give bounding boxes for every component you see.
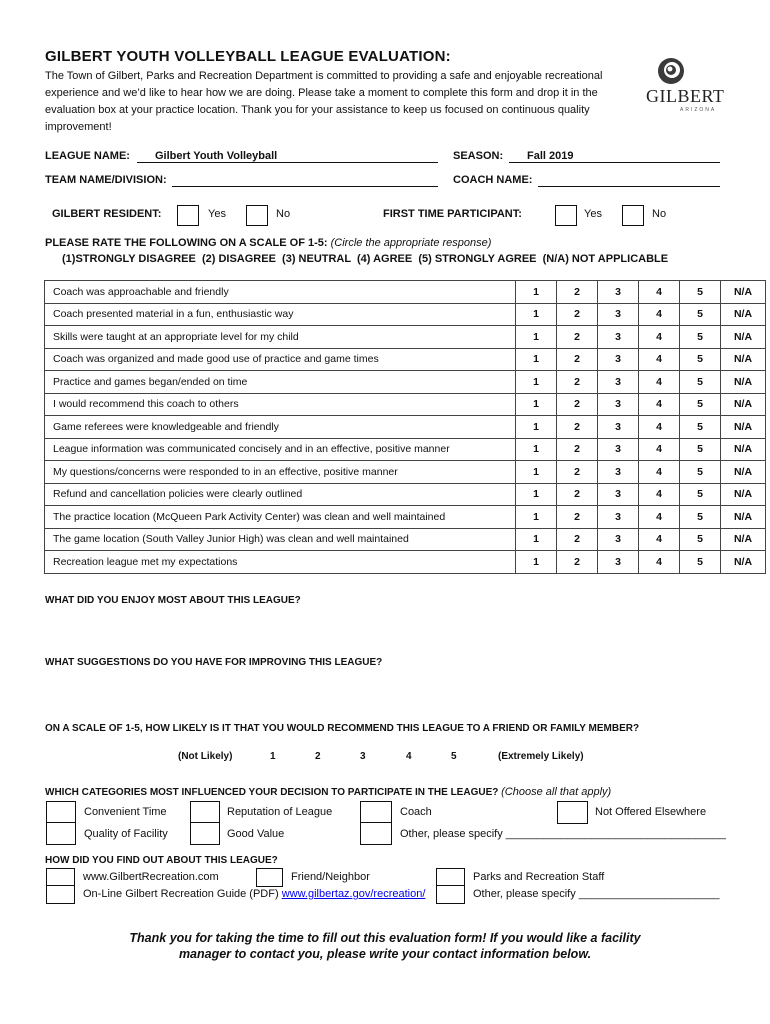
rating-option[interactable]: 1 — [516, 348, 557, 371]
enjoy-question: WHAT DID YOU ENJOY MOST ABOUT THIS LEAGUE? — [45, 595, 301, 606]
rating-row — [45, 371, 766, 394]
rating-option[interactable]: N/A — [721, 438, 766, 461]
rating-option[interactable]: 4 — [639, 326, 680, 349]
resident-yes-label: Yes — [208, 208, 226, 220]
first-time-yes-checkbox[interactable] — [555, 205, 577, 226]
guide-label — [83, 888, 425, 900]
convenient-time-checkbox[interactable] — [46, 801, 76, 824]
coach-checkbox[interactable] — [360, 801, 392, 824]
rating-option[interactable]: N/A — [721, 393, 766, 416]
reputation-checkbox[interactable] — [190, 801, 220, 824]
first-time-no-checkbox[interactable] — [622, 205, 644, 226]
rating-option[interactable]: 2 — [557, 506, 598, 529]
rating-option[interactable]: 1 — [516, 551, 557, 574]
rating-option[interactable]: N/A — [721, 416, 766, 439]
rating-heading-text: PLEASE RATE THE FOLLOWING ON A SCALE OF 1-5: — [45, 237, 328, 249]
rating-option[interactable]: 1 — [516, 461, 557, 484]
recreation-link[interactable]: www.gilbertaz.gov/recreation/ — [281, 888, 426, 900]
rating-option[interactable]: 4 — [639, 281, 680, 304]
first-time-no-label: No — [652, 208, 667, 220]
rating-option[interactable]: 4 — [639, 393, 680, 416]
rating-option[interactable]: 2 — [557, 348, 598, 371]
rating-statement: The game location (South Valley Junior High) was clean and well maintained — [45, 528, 516, 551]
rating-option[interactable]: 1 — [516, 528, 557, 551]
team-name-field[interactable] — [172, 186, 438, 187]
friend-label: Friend/Neighbor — [291, 871, 370, 883]
rating-scale-legend: (1)STRONGLY DISAGREE (2) DISAGREE (3) NEUTRAL (4) AGREE (5) STRONGLY AGREE (N/A) NOT APPLICABLE — [62, 253, 669, 265]
rating-option[interactable]: N/A — [721, 281, 766, 304]
not-offered-elsewhere-label: Not Offered Elsewhere — [595, 806, 707, 818]
rating-option[interactable]: 5 — [680, 326, 721, 349]
rating-option[interactable]: 3 — [598, 461, 639, 484]
season-line — [509, 162, 720, 163]
rating-option[interactable]: 3 — [598, 348, 639, 371]
gilbert-logo-icon — [654, 56, 688, 86]
not-offered-elsewhere-checkbox[interactable] — [557, 801, 588, 824]
quality-of-facility-checkbox[interactable] — [46, 822, 76, 845]
rating-option[interactable]: 2 — [557, 281, 598, 304]
other-category-checkbox[interactable] — [360, 822, 392, 845]
rating-option[interactable]: 1 — [516, 506, 557, 529]
rating-heading — [45, 237, 491, 249]
rating-option[interactable]: 2 — [557, 371, 598, 394]
rating-option[interactable]: 5 — [680, 461, 721, 484]
rating-option[interactable]: 4 — [639, 461, 680, 484]
rating-option[interactable]: 5 — [680, 348, 721, 371]
thank-you-message: Thank you for taking the time to fill out this evaluation form! If you would like a facility manager to contact you, please write your contact information below. — [129, 931, 641, 961]
rating-option[interactable]: 4 — [639, 551, 680, 574]
rating-option[interactable]: 2 — [557, 438, 598, 461]
rating-table — [44, 280, 766, 574]
rating-option[interactable]: 2 — [557, 416, 598, 439]
rating-option[interactable]: 3 — [598, 551, 639, 574]
categories-heading — [45, 786, 611, 798]
rating-option[interactable]: 5 — [680, 303, 721, 326]
page-title: GILBERT YOUTH VOLLEYBALL LEAGUE EVALUATION: — [45, 48, 451, 65]
rating-option[interactable]: 3 — [598, 416, 639, 439]
team-name-label: TEAM NAME/DIVISION: — [45, 174, 167, 186]
rating-option[interactable]: 1 — [516, 371, 557, 394]
good-value-label: Good Value — [227, 828, 285, 840]
rating-option[interactable]: 3 — [598, 326, 639, 349]
rating-statement: Recreation league met my expectations — [45, 551, 516, 574]
rating-option[interactable]: 4 — [639, 371, 680, 394]
found-heading: HOW DID YOU FIND OUT ABOUT THIS LEAGUE? — [45, 855, 278, 866]
rating-statement: Coach was approachable and friendly — [45, 281, 516, 304]
rating-row — [45, 551, 766, 574]
rating-option[interactable]: 2 — [557, 551, 598, 574]
rating-row — [45, 506, 766, 529]
rating-option[interactable]: 3 — [598, 528, 639, 551]
other-source-label: Other, please specify _______________________ — [473, 888, 720, 900]
rating-option[interactable]: N/A — [721, 483, 766, 506]
rating-option[interactable]: 1 — [516, 326, 557, 349]
rating-option[interactable]: 1 — [516, 483, 557, 506]
rating-option[interactable]: 5 — [680, 416, 721, 439]
logo-wordmark: GILBERT — [646, 86, 725, 106]
rating-statement: The practice location (McQueen Park Activity Center) was clean and well maintained — [45, 506, 516, 529]
guide-checkbox[interactable] — [46, 885, 75, 904]
rating-statement: Coach was organized and made good use of practice and game times — [45, 348, 516, 371]
website-label: www.GilbertRecreation.com — [83, 871, 219, 883]
resident-no-label: No — [276, 208, 291, 220]
rating-option[interactable]: 4 — [639, 483, 680, 506]
logo-subtitle: ARIZONA — [680, 107, 717, 113]
rating-option[interactable]: 2 — [557, 528, 598, 551]
rating-option[interactable]: 4 — [639, 438, 680, 461]
rating-option[interactable]: 2 — [557, 461, 598, 484]
rating-option[interactable]: 3 — [598, 438, 639, 461]
league-name-line — [137, 162, 438, 163]
not-likely-label: (Not Likely) — [178, 751, 233, 762]
rating-option[interactable]: 2 — [557, 303, 598, 326]
league-name-value[interactable]: Gilbert Youth Volleyball — [155, 150, 278, 162]
rating-option[interactable]: 5 — [680, 438, 721, 461]
staff-label: Parks and Recreation Staff — [473, 871, 605, 883]
rating-option[interactable]: N/A — [721, 326, 766, 349]
rating-option[interactable]: 4 — [639, 528, 680, 551]
coach-name-field[interactable] — [538, 186, 720, 187]
coach-name-label: COACH NAME: — [453, 174, 533, 186]
rating-row — [45, 438, 766, 461]
rating-option[interactable]: 4 — [639, 303, 680, 326]
rating-option[interactable]: N/A — [721, 303, 766, 326]
rating-option[interactable]: 5 — [680, 483, 721, 506]
rating-option[interactable]: 4 — [639, 348, 680, 371]
rating-row — [45, 348, 766, 371]
rating-option[interactable]: N/A — [721, 371, 766, 394]
season-value[interactable]: Fall 2019 — [527, 150, 574, 162]
rating-statement: Practice and games began/ended on time — [45, 371, 516, 394]
convenient-time-label: Convenient Time — [84, 806, 167, 818]
league-name-label: LEAGUE NAME: — [45, 150, 130, 162]
first-time-yes-label: Yes — [584, 208, 602, 220]
rating-option[interactable]: 5 — [680, 506, 721, 529]
friend-checkbox[interactable] — [256, 868, 283, 887]
rating-row — [45, 461, 766, 484]
other-source-checkbox[interactable] — [436, 885, 465, 904]
recommend-question: ON A SCALE OF 1-5, HOW LIKELY IS IT THAT YOU WOULD RECOMMEND THIS LEAGUE TO A FRIEND OR FAMILY MEMBER? — [45, 723, 640, 734]
guide-label-text: On-Line Gilbert Recreation Guide (PDF) — [83, 888, 279, 900]
rating-option[interactable]: 3 — [598, 483, 639, 506]
recommend-option[interactable]: 4 — [406, 751, 412, 762]
rating-option[interactable]: 5 — [680, 393, 721, 416]
suggestions-question: WHAT SUGGESTIONS DO YOU HAVE FOR IMPROVING THIS LEAGUE? — [45, 657, 383, 668]
recommend-option[interactable]: 5 — [451, 751, 457, 762]
rating-option[interactable]: 1 — [516, 438, 557, 461]
resident-yes-checkbox[interactable] — [177, 205, 199, 226]
resident-no-checkbox[interactable] — [246, 205, 268, 226]
rating-row — [45, 528, 766, 551]
rating-option[interactable]: 3 — [598, 393, 639, 416]
rating-option[interactable]: N/A — [721, 551, 766, 574]
rating-statement: My questions/concerns were responded to in an effective, positive manner — [45, 461, 516, 484]
rating-heading-note: (Circle the appropriate response) — [330, 237, 492, 249]
categories-note: (Choose all that apply) — [501, 786, 612, 798]
season-label: SEASON: — [453, 150, 504, 162]
rating-row — [45, 483, 766, 506]
extremely-likely-label: (Extremely Likely) — [498, 751, 584, 762]
rating-statement: Skills were taught at an appropriate level for my child — [45, 326, 516, 349]
rating-option[interactable]: 2 — [557, 393, 598, 416]
rating-option[interactable]: 2 — [557, 326, 598, 349]
rating-option[interactable]: N/A — [721, 461, 766, 484]
rating-statement: Game referees were knowledgeable and friendly — [45, 416, 516, 439]
coach-category-label: Coach — [400, 806, 432, 818]
rating-statement: I would recommend this coach to others — [45, 393, 516, 416]
rating-row — [45, 303, 766, 326]
good-value-checkbox[interactable] — [190, 822, 220, 845]
rating-row — [45, 326, 766, 349]
rating-option[interactable]: 1 — [516, 281, 557, 304]
rating-option[interactable]: 5 — [680, 528, 721, 551]
intro-paragraph: The Town of Gilbert, Parks and Recreation Department is committed to providing a safe and enjoyable recreational experience and we’d like to hear how we are doing. Please take a moment to complete this form and drop it in the evaluation box at your practice location. Thank you for your assistance to keep us focused on continuous quality improvement! — [45, 70, 603, 133]
first-time-participant-label: FIRST TIME PARTICIPANT: — [383, 208, 522, 220]
rating-option[interactable]: 1 — [516, 393, 557, 416]
rating-statement: Coach presented material in a fun, enthusiastic way — [45, 303, 516, 326]
rating-option[interactable]: 5 — [680, 551, 721, 574]
rating-option[interactable]: 3 — [598, 281, 639, 304]
rating-option[interactable]: 3 — [598, 371, 639, 394]
rating-option[interactable]: 3 — [598, 506, 639, 529]
rating-option[interactable]: 5 — [680, 281, 721, 304]
rating-option[interactable]: N/A — [721, 506, 766, 529]
rating-option[interactable]: N/A — [721, 528, 766, 551]
rating-option[interactable]: 3 — [598, 303, 639, 326]
rating-row — [45, 393, 766, 416]
gilbert-resident-label: GILBERT RESIDENT: — [52, 208, 162, 220]
rating-option[interactable]: 4 — [639, 416, 680, 439]
recommend-option[interactable]: 1 — [270, 751, 276, 762]
rating-statement: Refund and cancellation policies were clearly outlined — [45, 483, 516, 506]
rating-row — [45, 281, 766, 304]
rating-option[interactable]: N/A — [721, 348, 766, 371]
rating-option[interactable]: 2 — [557, 483, 598, 506]
rating-option[interactable]: 1 — [516, 416, 557, 439]
reputation-label: Reputation of League — [227, 806, 333, 818]
other-category-label: Other, please specify ____________________________________ — [400, 828, 727, 840]
recommend-option[interactable]: 2 — [315, 751, 321, 762]
rating-row — [45, 416, 766, 439]
rating-option[interactable]: 1 — [516, 303, 557, 326]
quality-of-facility-label: Quality of Facility — [84, 828, 168, 840]
recommend-option[interactable]: 3 — [360, 751, 366, 762]
categories-heading-text: WHICH CATEGORIES MOST INFLUENCED YOUR DECISION TO PARTICIPATE IN THE LEAGUE? — [45, 787, 499, 798]
rating-statement: League information was communicated concisely and in an effective, positive manner — [45, 438, 516, 461]
rating-option[interactable]: 5 — [680, 371, 721, 394]
rating-option[interactable]: 4 — [639, 506, 680, 529]
